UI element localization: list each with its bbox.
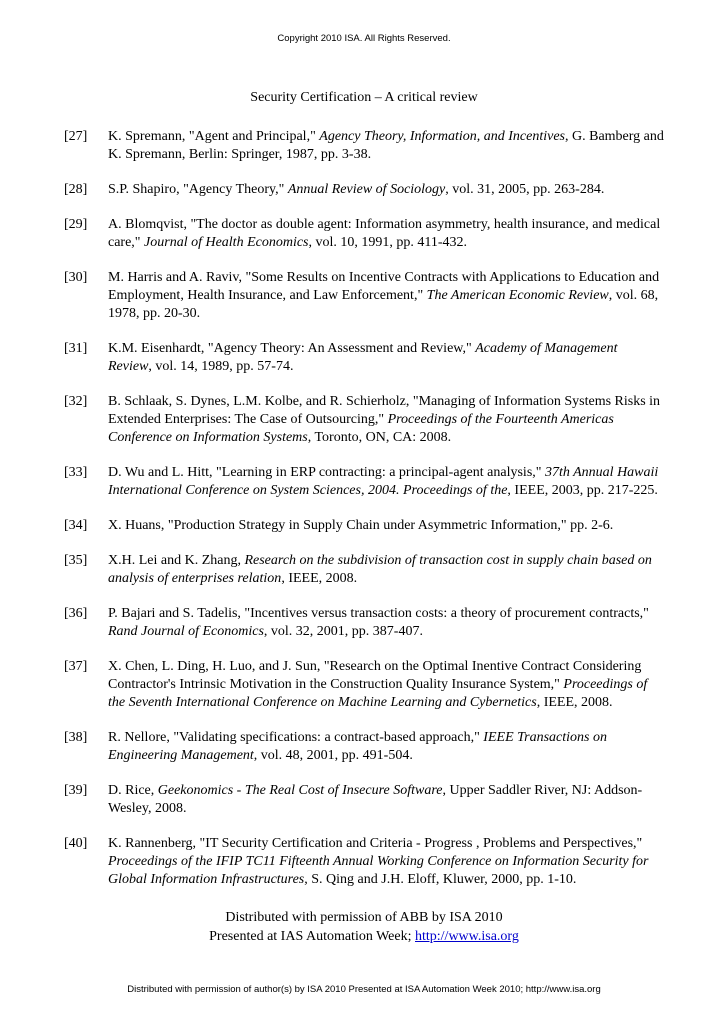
reference-italic-segment: Proceedings of the Fourteenth Americas Conference on Information Systems [108,412,614,445]
footer-permission [0,908,728,946]
reference-italic-segment: Rand Journal of Economics [108,624,264,639]
reference-item [64,181,664,199]
reference-text [108,658,664,712]
reference-segment: , vol. 48, 2001, pp. 491-504. [253,748,413,763]
reference-italic-segment: Journal of Health Economics [144,235,309,250]
reference-segment: , Upper Saddler River, NJ: Addson-Wesley, 2008. [108,783,643,816]
reference-segment: P. Bajari and S. Tadelis, "Incentives versus transaction costs: a theory of procurement contracts," [108,606,649,621]
reference-number: [28] [64,182,88,197]
reference-segment: D. Rice, [108,783,158,798]
bottom-distribution-note: Distributed with permission of author(s) by ISA 2010 Presented at ISA Automation Week 2010; http://www.isa.org [127,984,601,995]
reference-item [64,269,664,323]
reference-italic-segment: Academy of Management Review [108,341,618,374]
reference-number: [31] [64,341,88,356]
reference-italic-segment: Agency Theory, Information, and Incentives [319,129,565,144]
reference-item [64,658,664,712]
reference-item [64,517,664,535]
reference-text [108,517,664,535]
footer-line-2-prefix: Presented at IAS Automation Week; [209,929,415,944]
reference-segment: , G. Bamberg and K. Spremann, Berlin: Springer, 1987, pp. 3-38. [108,129,664,162]
reference-segment: , IEEE, 2008. [536,695,613,710]
reference-number: [30] [64,270,88,285]
reference-text [108,393,664,447]
reference-number: [40] [64,836,88,851]
reference-number: [35] [64,553,88,568]
reference-segment: , vol. 68, 1978, pp. 20-30. [108,288,659,321]
reference-item [64,605,664,641]
reference-number: [27] [64,129,88,144]
document-title: Security Certification – A critical review [250,90,478,105]
reference-number: [33] [64,465,88,480]
reference-item [64,216,664,252]
reference-segment: , vol. 32, 2001, pp. 387-407. [263,624,423,639]
reference-item [64,128,664,164]
reference-segment: K. Rannenberg, "IT Security Certification and Criteria - Progress , Problems and Perspectives," [108,836,643,851]
reference-text [108,181,664,199]
reference-text [108,128,664,164]
reference-text [108,605,664,641]
reference-segment: A. Blomqvist, "The doctor as double agent: Information asymmetry, health insurance, and medical care," [108,217,661,250]
reference-number: [34] [64,518,88,533]
reference-item [64,835,664,889]
reference-italic-segment: 37th Annual Hawaii International Conference on System Sciences, 2004. Proceedings of the [108,465,659,498]
reference-text [108,464,664,500]
reference-text [108,835,664,889]
reference-text [108,729,664,765]
reference-segment: M. Harris and A. Raviv, "Some Results on Incentive Contracts with Applications to Education and Employment, Health Insurance, and Law Enforcement," [108,270,660,303]
reference-italic-segment: Annual Review of Sociology [287,182,446,197]
footer-line-1: Distributed with permission of ABB by ISA 2010 [225,910,503,925]
reference-list [64,128,664,906]
reference-item [64,464,664,500]
reference-segment: R. Nellore, "Validating specifications: a contract-based approach," [108,730,484,745]
reference-item [64,729,664,765]
reference-segment: X.H. Lei and K. Zhang, [108,553,245,568]
reference-italic-segment: Research on the subdivision of transaction cost in supply chain based on analysis of enterprises relation [108,553,652,586]
copyright-notice: Copyright 2010 ISA. All Rights Reserved. [277,33,451,44]
reference-italic-segment: Proceedings of the IFIP TC11 Fifteenth Annual Working Conference on Information Security for Global Information Infrastructures [108,854,649,887]
reference-number: [38] [64,730,88,745]
reference-segment: , IEEE, 2008. [281,571,358,586]
reference-text [108,216,664,252]
reference-segment: K.M. Eisenhardt, "Agency Theory: An Assessment and Review," [108,341,476,356]
isa-link[interactable]: http://www.isa.org [415,929,519,944]
reference-segment: S.P. Shapiro, "Agency Theory," [108,182,288,197]
reference-segment: , S. Qing and J.H. Eloff, Kluwer, 2000, pp. 1-10. [304,872,577,887]
reference-segment: D. Wu and L. Hitt, "Learning in ERP contracting: a principal-agent analysis," [108,465,545,480]
reference-italic-segment: IEEE Transactions on Engineering Management [108,730,607,763]
reference-italic-segment: The American Economic Review [426,288,609,303]
reference-segment: , Toronto, ON, CA: 2008. [307,430,452,445]
reference-segment: , vol. 14, 1989, pp. 57-74. [148,359,294,374]
reference-segment: K. Spremann, "Agent and Principal," [108,129,320,144]
reference-segment: , vol. 10, 1991, pp. 411-432. [308,235,468,250]
reference-segment: X. Huans, "Production Strategy in Supply Chain under Asymmetric Information," pp. 2-6. [108,518,614,533]
reference-italic-segment: Geekonomics - The Real Cost of Insecure Software [157,783,443,798]
reference-number: [32] [64,394,88,409]
reference-number: [39] [64,783,88,798]
reference-segment: , vol. 31, 2005, pp. 263-284. [445,182,605,197]
reference-segment: , IEEE, 2003, pp. 217-225. [507,483,658,498]
reference-number: [36] [64,606,88,621]
footer-line-2 [0,927,728,946]
reference-item [64,552,664,588]
reference-text [108,340,664,376]
reference-italic-segment: Proceedings of the Seventh International Conference on Machine Learning and Cybernetics [108,677,648,710]
reference-item [64,340,664,376]
reference-segment: B. Schlaak, S. Dynes, L.M. Kolbe, and R. Schierholz, "Managing of Information Systems Risks in Extended Enterprises: The Case of Outsourcing," [108,394,661,427]
reference-number: [29] [64,217,88,232]
reference-text [108,782,664,818]
reference-segment: X. Chen, L. Ding, H. Luo, and J. Sun, "Research on the Optimal Inentive Contract Considering Contractor's Intrinsic Motivation in the Construction Quality Insurance System," [108,659,642,692]
reference-number: [37] [64,659,88,674]
reference-text [108,552,664,588]
reference-text [108,269,664,323]
reference-item [64,393,664,447]
reference-item [64,782,664,818]
